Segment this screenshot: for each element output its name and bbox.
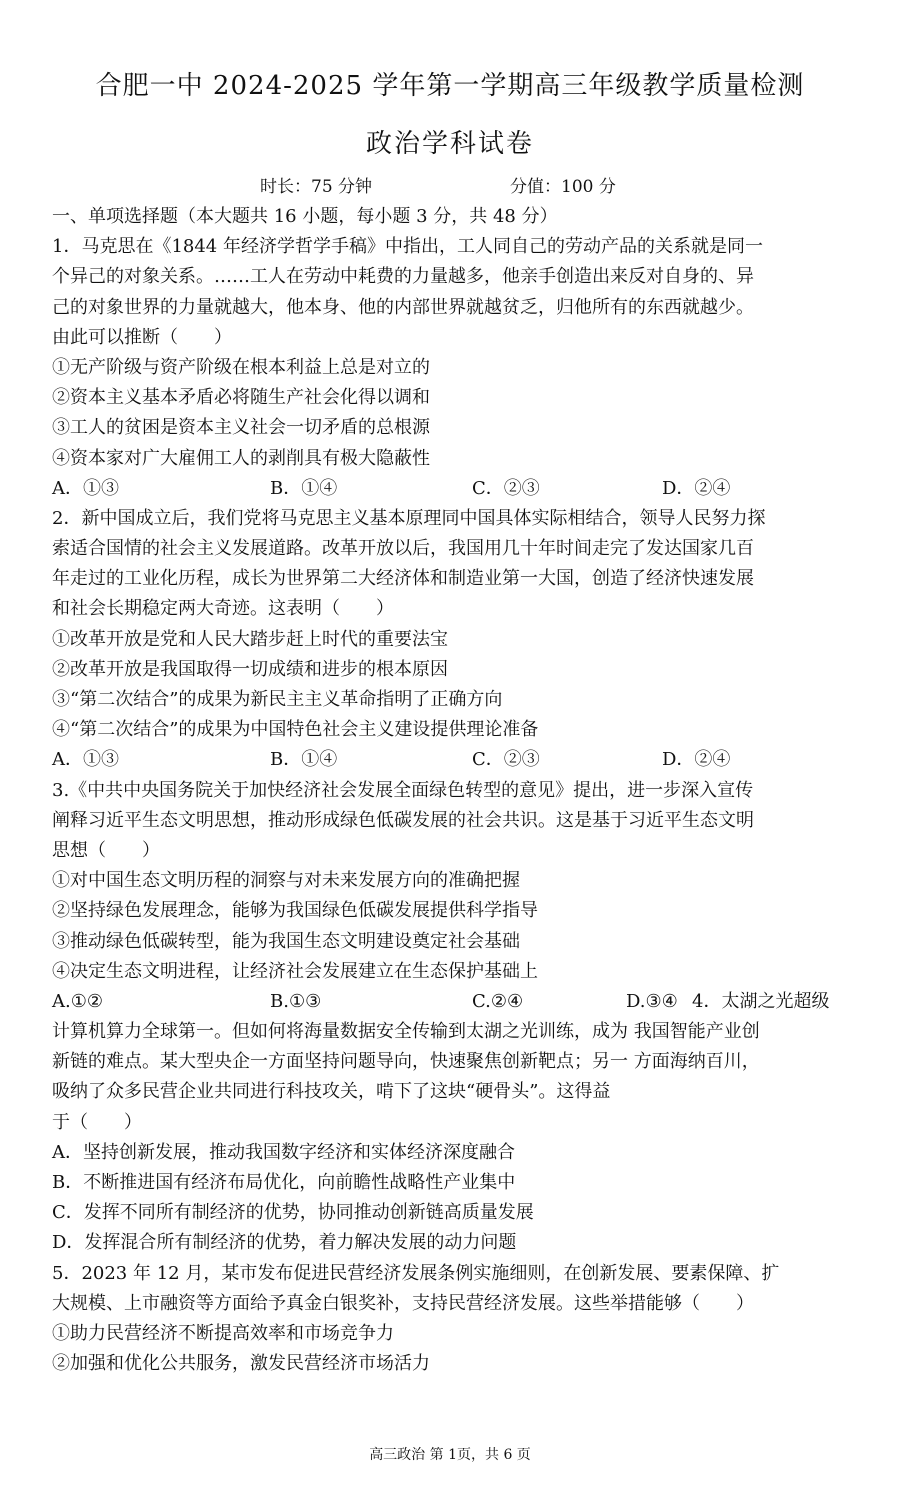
statement-item: ④决定生态文明进程，让经济社会发展建立在生态保护基础上 (52, 960, 538, 982)
page-footer: 高三政治 第 1页，共 6 页 (369, 1447, 531, 1463)
option-d: D．发挥混合所有制经济的优势，着力解决发展的动力问题 (52, 1232, 517, 1254)
statement-item: ①无产阶级与资产阶级在根本利益上总是对立的 (52, 356, 430, 378)
question-text-line: 和社会长期稳定两大奇迹。这表明（ ） (52, 598, 394, 620)
question-3 (52, 776, 852, 1018)
exam-body (52, 202, 852, 1379)
section-title: 一、单项选择题（本大题共 16 小题，每小题 3 分，共 48 分） (52, 206, 558, 227)
option-c: C．②③ (472, 749, 540, 771)
question-text-line: 阐释习近平生态文明思想，推动形成绿色低碳发展的社会共识。这是基于习近平生态文明 (52, 809, 754, 831)
statement-item: ②坚持绿色发展理念，能够为我国绿色低碳发展提供科学指导 (52, 900, 538, 922)
statement-item: ②加强和优化公共服务，激发民营经济市场活力 (52, 1353, 430, 1375)
option-b: B．不断推进国有经济布局优化，向前瞻性战略性产业集中 (52, 1172, 516, 1193)
exam-duration: 时长：75 分钟 (260, 177, 373, 197)
question-4 (52, 1017, 852, 1259)
question-text-line: 己的对象世界的力量就越大，他本身、他的内部世界就越贫乏，归他所有的东西就越少。 (52, 296, 754, 318)
question-text-line: 新链的难点。某大型央企一方面坚持问题导向，快速聚焦创新靶点；另一 方面海纳百川， (52, 1051, 760, 1073)
question-text-line: 个异己的对象关系。……工人在劳动中耗费的力量越多，他亲手创造出来反对自身的、异 (52, 266, 754, 288)
question-text-line: 1．马克思在《1844 年经济学哲学手稿》中指出，工人同自己的劳动产品的关系就是同一 (52, 236, 763, 258)
exam-score: 分值：100 分 (510, 177, 616, 197)
option-c: C．发挥不同所有制经济的优势，协同推动创新链高质量发展 (52, 1202, 534, 1224)
question-text-line: 2．新中国成立后，我们党将马克思主义基本原理同中国具体实际相结合，领导人民努力探 (52, 507, 766, 529)
question-1 (52, 232, 852, 504)
question-text-line: 年走过的工业化历程，成长为世界第二大经济体和制造业第一大国，创造了经济快速发展 (52, 568, 754, 590)
answer-options (52, 745, 852, 775)
statement-item: ①对中国生态文明历程的洞察与对未来发展方向的准确把握 (52, 870, 520, 892)
question-text-line: 思想（ ） (52, 839, 160, 861)
question-text-line: 由此可以推断（ ） (52, 326, 232, 348)
question-text-line: 吸纳了众多民营企业共同进行科技攻关，啃下了这块“硬骨头”。这得益 (52, 1081, 611, 1103)
option-b: B．①④ (270, 477, 338, 499)
option-c: C．②③ (472, 477, 540, 499)
question-text-line: 5．2023 年 12 月，某市发布促进民营经济发展条例实施细则，在创新发展、要素保障、扩 (52, 1262, 780, 1284)
option-a: A．①③ (52, 749, 119, 771)
question-2 (52, 504, 852, 776)
option-d: D．②④ (662, 477, 731, 499)
statement-item: ④资本家对广大雇佣工人的剥削具有极大隐蔽性 (52, 447, 430, 469)
question-text-line: 索适合国情的社会主义发展道路。改革开放以后，我国用几十年时间走完了发达国家几百 (52, 538, 754, 560)
answer-options (52, 987, 852, 1017)
question-text-line: 计算机算力全球第一。但如何将海量数据安全传输到太湖之光训练，成为 我国智能产业创 (52, 1021, 760, 1043)
question-4-start: 4．太湖之光超级 (692, 990, 830, 1012)
statement-item: ③工人的贫困是资本主义社会一切矛盾的总根源 (52, 417, 430, 439)
statement-item: ②资本主义基本矛盾必将随生产社会化得以调和 (52, 387, 430, 409)
question-text-line: 大规模、上市融资等方面给予真金白银奖补，支持民营经济发展。这些举措能够（ ） (52, 1292, 754, 1314)
option-c: C.②④ (472, 990, 524, 1012)
statement-item: ③“第二次结合”的成果为新民主主义革命指明了正确方向 (52, 689, 503, 710)
option-a: A．坚持创新发展，推动我国数字经济和实体经济深度融合 (52, 1141, 515, 1163)
exam-subtitle: 政治学科试卷 (365, 129, 534, 159)
option-b: B．①④ (270, 749, 338, 771)
option-a: A．①③ (52, 477, 119, 499)
question-text-line: 于（ ） (52, 1111, 142, 1133)
statement-item: ③推动绿色低碳转型，能为我国生态文明建设奠定社会基础 (52, 930, 520, 952)
question-5 (52, 1259, 852, 1380)
statement-item: ④“第二次结合”的成果为中国特色社会主义建设提供理论准备 (52, 719, 539, 741)
answer-options (52, 474, 852, 504)
statement-item: ①助力民营经济不断提高效率和市场竞争力 (52, 1322, 394, 1344)
statement-item: ②改革开放是我国取得一切成绩和进步的根本原因 (52, 658, 448, 680)
option-b: B.①③ (270, 990, 322, 1012)
exam-title: 合肥一中 2024-2025 学年第一学期高三年级教学质量检测 (95, 71, 805, 101)
option-d: D.③④ (626, 990, 678, 1012)
option-a: A.①② (52, 990, 103, 1012)
option-d: D．②④ (662, 749, 731, 771)
question-text-line: 3.《中共中央国务院关于加快经济社会发展全面绿色转型的意见》提出，进一步深入宣传 (52, 779, 754, 801)
statement-item: ①改革开放是党和人民大踏步赶上时代的重要法宝 (52, 628, 448, 650)
